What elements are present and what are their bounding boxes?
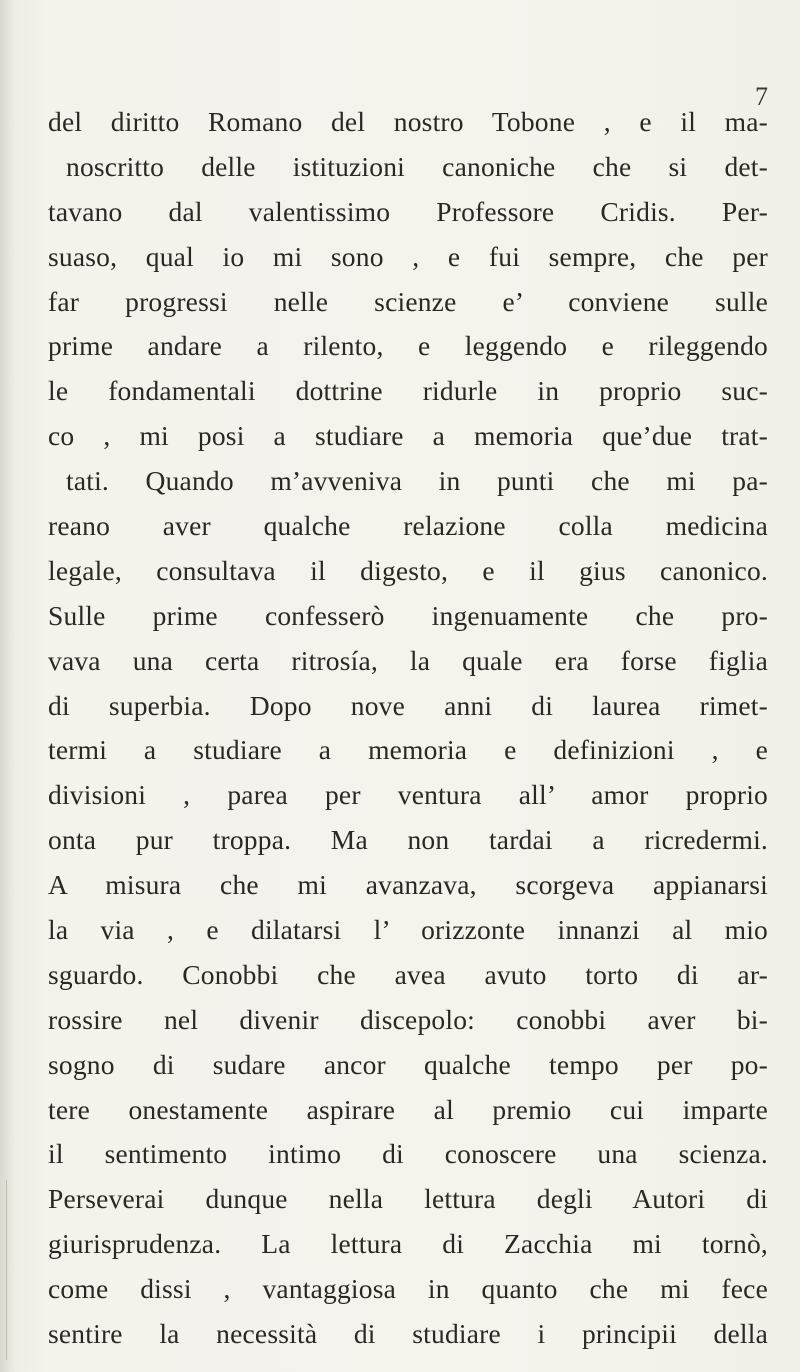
body-text [48, 100, 768, 1357]
gutter-edge-line [6, 1180, 7, 1360]
text-line: Perseverai dunque nella lettura degli Autori di [48, 1183, 768, 1215]
text-line: far progressi nelle scienze e’ conviene sulle [48, 285, 768, 317]
text-line: noscritto delle istituzioni canoniche che si det- [66, 150, 768, 182]
text-line: prime andare a rilento, e leggendo e rileggendo [48, 330, 768, 362]
text-line: il sentimento intimo di conoscere una scienza. [48, 1138, 768, 1170]
text-line: di superbia. Dopo nove anni di laurea rimet- [48, 689, 768, 721]
text-line: Sulle prime confesserò ingenuamente che pro- [48, 599, 768, 631]
text-line: A misura che mi avanzava, scorgeva appianarsi [48, 869, 768, 901]
text-line: la via , e dilatarsi l’ orizzonte innanzi al mio [48, 914, 768, 946]
text-line: sguardo. Conobbi che avea avuto torto di ar- [48, 958, 768, 990]
page-number: 7 [755, 82, 768, 111]
text-line: vava una certa ritrosía, la quale era forse figlia [48, 644, 768, 676]
text-line: reano aver qualche relazione colla medicina [48, 510, 768, 542]
page-gutter [0, 0, 14, 1372]
text-line: onta pur troppa. Ma non tardai a ricredermi. [48, 824, 768, 856]
text-line: tati. Quando m’avveniva in punti che mi pa- [66, 465, 768, 497]
text-line: termi a studiare a memoria e definizioni , e [48, 734, 768, 766]
text-line: co , mi posi a studiare a memoria que’due trat- [48, 420, 768, 452]
text-line: le fondamentali dottrine ridurle in proprio suc- [48, 375, 768, 407]
text-line: sogno di sudare ancor qualche tempo per po- [48, 1048, 768, 1080]
text-line: del diritto Romano del nostro Tobone , e il ma- [48, 106, 768, 137]
text-line: come dissi , vantaggiosa in quanto che mi fece [48, 1273, 768, 1305]
text-line: legale, consultava il digesto, e il gius canonico. [48, 554, 768, 586]
text-line: suaso, qual io mi sono , e fui sempre, che per [48, 240, 768, 272]
text-line: tavano dal valentissimo Professore Cridis. Per- [48, 195, 768, 227]
text-line: giurisprudenza. La lettura di Zacchia mi tornò, [48, 1228, 768, 1260]
text-line: tere onestamente aspirare al premio cui imparte [48, 1093, 768, 1125]
text-line: rossire nel divenir discepolo: conobbi aver bi- [48, 1003, 768, 1035]
text-line: sentire la necessità di studiare i principii della [48, 1318, 768, 1350]
text-line: divisioni , parea per ventura all’ amor proprio [48, 779, 768, 811]
